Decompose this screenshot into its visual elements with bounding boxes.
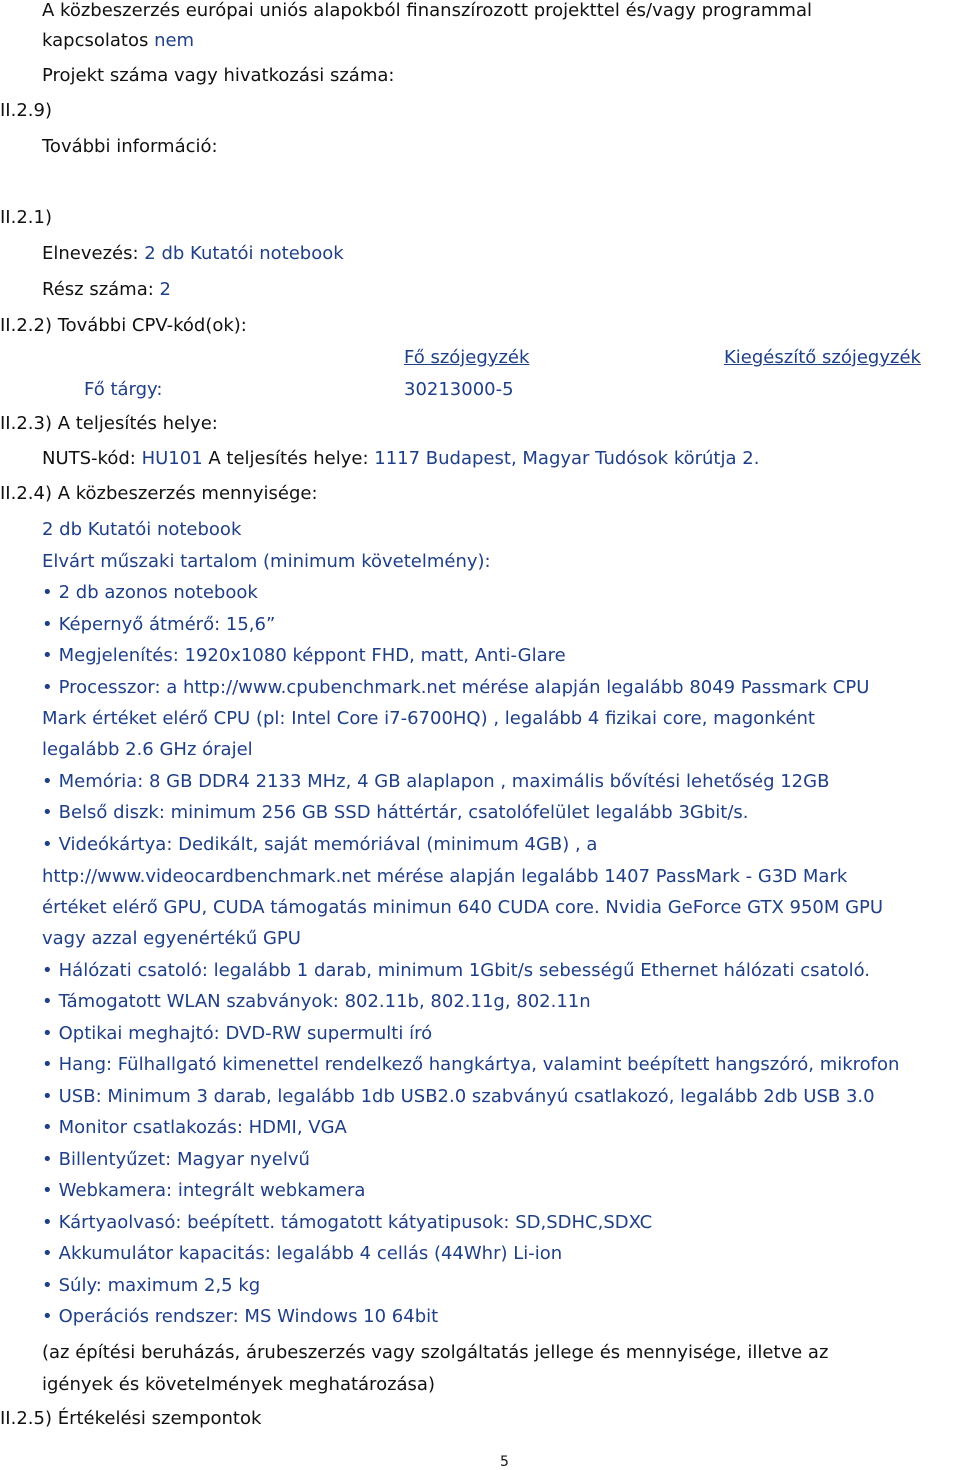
name-label: Elnevezés: bbox=[42, 243, 139, 264]
spec-line: • Súly: maximum 2,5 kg bbox=[42, 1275, 260, 1297]
spec-line: • Processzor: a http://www.cpubenchmark.net mérése alapján legalább 8049 Passmark CPU bbox=[42, 677, 869, 699]
project-number-label: Projekt száma vagy hivatkozási száma: bbox=[42, 65, 395, 86]
spec-line: • Operációs rendszer: MS Windows 10 64bit bbox=[42, 1306, 438, 1328]
spec-line: legalább 2.6 GHz órajel bbox=[42, 739, 253, 760]
main-subject-label: Fő tárgy: bbox=[84, 379, 163, 400]
nuts-label: NUTS-kód: bbox=[42, 448, 136, 469]
additional-info-label: További információ: bbox=[42, 136, 218, 157]
spec-line: • Hang: Fülhallgató kimenettel rendelkező hangkártya, valamint beépített hangszóró, mikrofon bbox=[42, 1054, 899, 1076]
spec-line: • Monitor csatlakozás: HDMI, VGA bbox=[42, 1117, 347, 1139]
spec-line: http://www.videocardbenchmark.net mérése alapján legalább 1407 PassMark - G3D Mark bbox=[42, 866, 848, 887]
section-225: II.2.5) Értékelési szempontok bbox=[0, 1408, 262, 1429]
spec-line: • 2 db azonos notebook bbox=[42, 582, 258, 604]
spec-line: • Képernyő átmérő: 15,6” bbox=[42, 614, 275, 636]
quantity-title: 2 db Kutatói notebook bbox=[42, 519, 242, 540]
eu-funding-label: kapcsolatos bbox=[42, 30, 149, 51]
name-line bbox=[42, 243, 344, 265]
main-subject-code: 30213000-5 bbox=[404, 379, 514, 400]
eu-funding-line-1: A közbeszerzés európai uniós alapokból finanszírozott projekttel és/vagy programmal bbox=[42, 0, 812, 21]
spec-line: vagy azzal egyenértékű GPU bbox=[42, 928, 301, 949]
eu-funding-value: nem bbox=[154, 30, 195, 51]
spec-line: • Támogatott WLAN szabványok: 802.11b, 802.11g, 802.11n bbox=[42, 991, 591, 1013]
spec-line: értéket elérő GPU, CUDA támogatás minimun 640 CUDA core. Nvidia GeForce GTX 950M GPU bbox=[42, 897, 884, 918]
spec-line: • Belső diszk: minimum 256 GB SSD háttértár, csatolófelület legalább 3Gbit/s. bbox=[42, 802, 749, 824]
spec-line: • Webkamera: integrált webkamera bbox=[42, 1180, 365, 1202]
spec-line: • Optikai meghajtó: DVD-RW supermulti író bbox=[42, 1023, 432, 1045]
page-number: 5 bbox=[500, 1454, 509, 1470]
part-number-label: Rész száma: bbox=[42, 279, 154, 300]
spec-line: • Videókártya: Dedikált, saját memóriával (minimum 4GB) , a bbox=[42, 834, 597, 856]
place-label: A teljesítés helye: bbox=[208, 448, 369, 469]
nuts-line bbox=[42, 448, 759, 470]
part-number-line bbox=[42, 279, 171, 301]
place-value: 1117 Budapest, Magyar Tudósok körútja 2. bbox=[374, 448, 760, 469]
section-223: II.2.3) A teljesítés helye: bbox=[0, 413, 218, 434]
section-224: II.2.4) A közbeszerzés mennyisége: bbox=[0, 483, 318, 504]
section-221: II.2.1) bbox=[0, 207, 52, 228]
section-222: II.2.2) További CPV-kód(ok): bbox=[0, 315, 247, 336]
spec-line: • Akkumulátor kapacitás: legalább 4 cellás (44Whr) Li-ion bbox=[42, 1243, 562, 1265]
cpv-header-extra: Kiegészítő szójegyzék bbox=[724, 347, 921, 368]
spec-line: • Memória: 8 GB DDR4 2133 MHz, 4 GB alaplapon , maximális bővítési lehetőség 12GB bbox=[42, 771, 829, 793]
spec-line: • USB: Minimum 3 darab, legalább 1db USB2.0 szabványú csatlakozó, legalább 2db USB 3.0 bbox=[42, 1086, 875, 1108]
spec-line: • Billentyűzet: Magyar nyelvű bbox=[42, 1149, 310, 1171]
nuts-value: HU101 bbox=[141, 448, 203, 469]
part-number-value: 2 bbox=[159, 279, 171, 300]
name-value: 2 db Kutatói notebook bbox=[144, 243, 344, 264]
spec-line: • Megjelenítés: 1920x1080 képpont FHD, matt, Anti-Glare bbox=[42, 645, 566, 667]
section-229: II.2.9) bbox=[0, 100, 52, 121]
eu-funding-line-2 bbox=[42, 30, 194, 52]
spec-line: Mark értéket elérő CPU (pl: Intel Core i7-6700HQ) , legalább 4 fizikai core, magonként bbox=[42, 708, 815, 729]
requirement-heading: Elvárt műszaki tartalom (minimum követelmény): bbox=[42, 551, 491, 572]
spec-line: • Hálózati csatoló: legalább 1 darab, minimum 1Gbit/s sebességű Ethernet hálózati csatoló. bbox=[42, 960, 870, 982]
note-line-1: (az építési beruházás, árubeszerzés vagy szolgáltatás jellege és mennyisége, illetve az bbox=[42, 1342, 829, 1363]
spec-line: • Kártyaolvasó: beépített. támogatott kátyatipusok: SD,SDHC,SDXC bbox=[42, 1212, 652, 1234]
cpv-header-main: Fő szójegyzék bbox=[404, 347, 530, 368]
note-line-2: igények és követelmények meghatározása) bbox=[42, 1374, 435, 1395]
